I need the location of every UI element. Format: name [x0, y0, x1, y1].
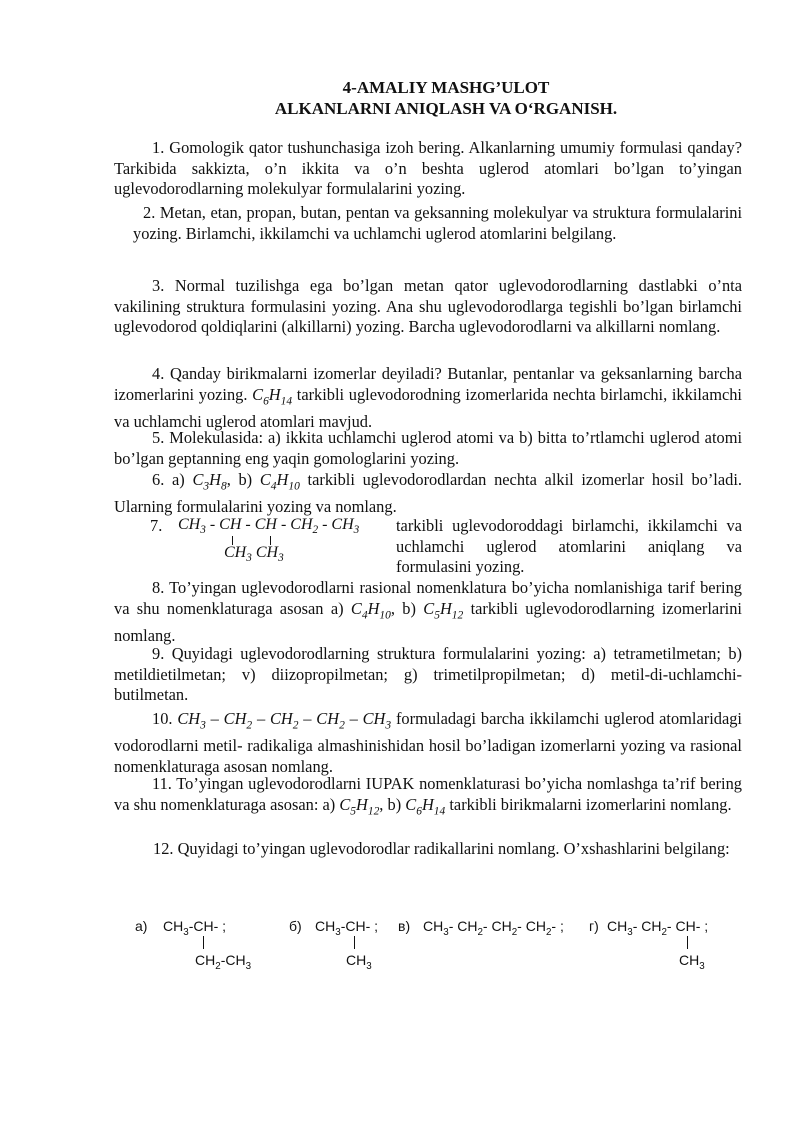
radical-g-label: г)	[589, 918, 599, 934]
formula-main-chain: $CH_3$ - CH - CH - $CH_2 - CH_3$	[178, 516, 360, 537]
question-2: 2. Metan, etan, propan, butan, pentan va geksanning molekulyar va struktura formulalarini yozing. Birlamchi, ikkilamchi va uchlamchi uglerod atomlarini belgilang.	[133, 203, 742, 243]
question-10	[114, 709, 742, 777]
radical-a-branch: $CH_2-CH_3$	[195, 952, 252, 972]
question-6-text-b: , b)	[226, 470, 253, 489]
question-9: 9. Quyidagi uglevodorodlarning struktura formulalarini yozing: a) tetrametilmetan; b) metildietilmetan; v) diizopropilmetan; g) trimetilpropilmetan; d) metil-di-uchlamchi-butilmetan.	[114, 644, 742, 705]
radical-g-formula: $CH_3-$ $CH_2-$ CH- ;	[607, 918, 709, 938]
bond-line	[687, 936, 688, 949]
radical-a-label: а)	[135, 918, 148, 934]
bond-line	[354, 936, 355, 949]
question-8-text-a: 8. To’yingan uglevodorodlarni rasional nomenklatura bo’yicha nomlanishiga tarif bering va shu nomenklaturaga asosan a)	[114, 578, 742, 618]
formula-c5h12: $C_5H_{12}$	[423, 598, 464, 621]
question-7-number: 7.	[150, 516, 163, 535]
radicals-figure	[135, 918, 735, 978]
question-1: 1. Gomologik qator tushunchasiga izoh bering. Alkanlarning umumiy formulasi qanday? Tarkibida sakkizta, o’n ikkita va o’n beshta uglerod atomlari bo’lgan to’yingan uglevodorodlarning molekulyar formulalarini yozing.	[114, 138, 742, 199]
page-title-line2: ALKANLARNI ANIQLASH VA O‘RGANISH.	[274, 99, 618, 118]
question-7-text: tarkibli uglevodoroddagi birlamchi, ikkilamchi va uchlamchi uglerod atomlarini aniqlang va formulasini yozing.	[396, 516, 742, 577]
question-10-text: formuladagi barcha ikkilamchi uglerod atomlaridagi vodorodlarni metil- radikaliga almashinishidan hosil bo’ladigan izomerlarni yozing va rasional nomenklaturaga asosan nomlang.	[114, 709, 742, 776]
radical-b-formula: $CH_3-CH-$ ;	[315, 918, 379, 938]
question-6-text-a: 6. a)	[152, 470, 185, 489]
radical-b-label: б)	[289, 918, 302, 934]
formula-c3h8: $C_3H_8$	[192, 470, 227, 493]
formula-c4h10: $C_4H_{10}$	[259, 470, 300, 493]
question-11-text-a: 11. To’yingan uglevodorodlarni IUPAK nomenklaturasi bo’yicha nomlashga ta’rif bering va shu nomenklaturaga asosan: a)	[114, 774, 742, 814]
formula-c6h14: $C_6H_{14}$	[405, 794, 446, 817]
radical-g-branch: $CH_3$	[679, 952, 705, 972]
radical-v-label: в)	[398, 918, 411, 934]
question-6-text-c: tarkibli uglevodorodlardan nechta alkil izomerlar hosil bo’ladi. Ularning formulalarini yozing va nomlang.	[114, 470, 742, 516]
question-8-text-b: , b)	[390, 598, 416, 618]
formula-c5h12: $C_5H_{12}$	[339, 794, 380, 817]
question-3: 3. Normal tuzilishga ega bo’lgan metan qator uglevodorodlarning dastlabki o’nta vakilining struktura formulasini yozing. Ana shu uglevodorodlarga tegishli bo’lgan birlamchi uglevodorod qoldiqlarini (alkillarni) yozing. Barcha uglevodorodlarni va alkillarni nomlang.	[114, 276, 742, 337]
formula-c6h14: $C_6H_{14}$	[252, 384, 293, 407]
radical-v-formula: $CH_3-$ $CH_2-$ $CH_2-$ $CH_2-$ ;	[423, 918, 564, 938]
question-5: 5. Molekulasida: a) ikkita uchlamchi uglerod atomi va b) bitta to’rtlamchi uglerod atomi bo’lgan geptanning eng yaqin gomologlarini yozing.	[114, 428, 742, 468]
question-12: 12. Quyidagi to’yingan uglevodorodlar radikallarini nomlang. O’xshashlarini belgilang:	[153, 839, 730, 858]
question-8-text-c: tarkibli uglevodorodlarning izomerlarini nomlang.	[114, 598, 742, 645]
page-title-line1: 4-AMALIY MASHG’ULOT	[342, 78, 550, 97]
question-4-text-a: 4. Qanday birikmalarni izomerlar deyiladi? Butanlar, pentanlar va geksanlarning barcha izomerlarini yozing.	[114, 364, 742, 404]
question-4	[114, 364, 742, 432]
question-6	[114, 470, 742, 518]
question-11-text-c: tarkibli birikmalarni izomerlarini nomlang.	[449, 794, 732, 814]
question-8	[114, 578, 742, 646]
question-10-number: 10.	[152, 709, 173, 728]
formula-pentane: $CH_3 - CH_2 - CH_2 - CH_2 - CH_3$	[177, 709, 392, 732]
question-11	[114, 774, 742, 822]
question-7	[114, 516, 742, 576]
radical-a-formula: $CH_3-CH-$ ;	[163, 918, 227, 938]
radical-b-branch: $CH_3$	[346, 952, 372, 972]
formula-branches: $CH_3$ $CH_3$	[224, 544, 284, 565]
question-11-text-b: , b)	[379, 794, 402, 814]
bond-line	[203, 936, 204, 949]
question-4-text-b: tarkibli uglevodorodning izomerlarida nechta birlamchi, ikkilamchi va uchlamchi uglerod atomlari mavjud.	[114, 384, 742, 431]
formula-c4h10: $C_4H_{10}$	[350, 598, 391, 621]
